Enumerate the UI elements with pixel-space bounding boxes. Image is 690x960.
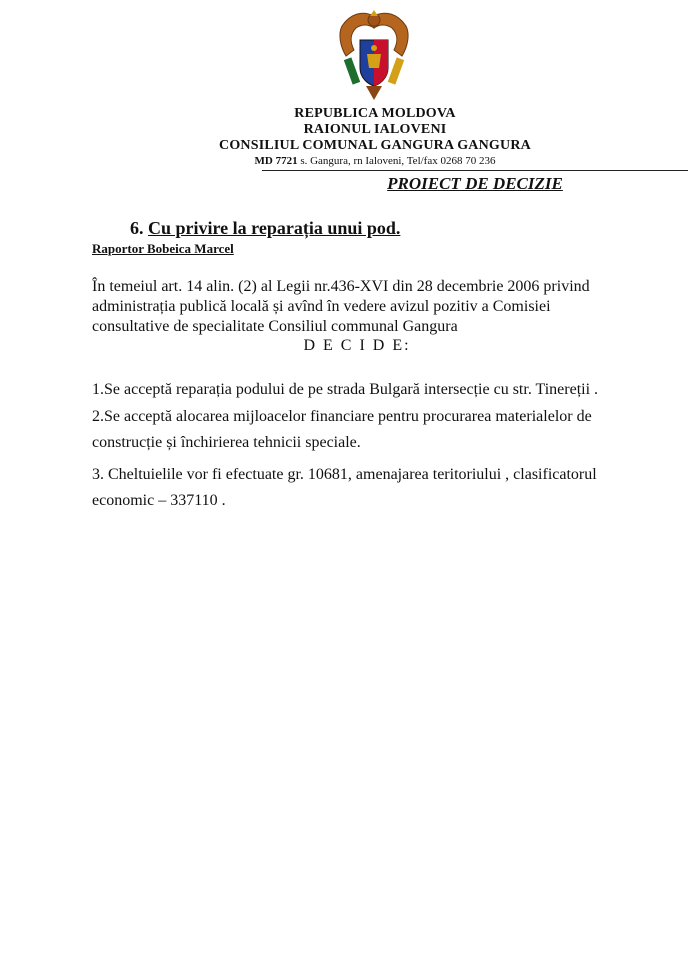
point-line: construcție și închirierea tehnicii speciale. xyxy=(92,434,361,451)
header-council: CONSILIUL COMUNAL GANGURA GANGURA xyxy=(219,138,531,153)
rapporteur: Raportor Bobeica Marcel xyxy=(92,241,234,256)
preamble-line: administrația publică locală și avînd în vedere avizul pozitiv a Comisiei xyxy=(92,298,551,315)
header-district: RAIONUL IALOVENI xyxy=(303,122,447,137)
address-details: s. Gangura, rn Ialoveni, Tel/fax 0268 70 236 xyxy=(297,155,496,167)
preamble-line: consultative de specialitate Consiliul communal Gangura xyxy=(92,318,458,335)
address-code: MD 7721 xyxy=(254,155,298,167)
item-subject: Cu privire la reparația unui pod. xyxy=(148,218,401,238)
coat-of-arms-icon xyxy=(332,6,416,102)
preamble-line: În temeiul art. 14 alin. (2) al Legii nr.436-XVI din 28 decembrie 2006 privind xyxy=(92,278,590,295)
item-title xyxy=(130,218,400,239)
decide-heading: D E C I D E: xyxy=(303,337,411,354)
header-address xyxy=(180,155,570,167)
point-line: 2.Se acceptă alocarea mijloacelor financiare pentru procurarea materialelor de xyxy=(92,408,592,425)
point-1 xyxy=(92,377,652,403)
page-title: PROIECT DE DECIZIE xyxy=(387,174,563,193)
header-divider xyxy=(262,170,688,171)
preamble xyxy=(92,277,652,337)
item-number: 6. xyxy=(130,218,148,238)
point-line: economic – 337110 . xyxy=(92,492,226,509)
point-line: 3. Cheltuielile vor fi efectuate gr. 10681, amenajarea teritoriului , clasificatorul xyxy=(92,466,597,483)
point-line: 1.Se acceptă reparația podului de pe strada Bulgară intersecție cu str. Tinereții . xyxy=(92,381,599,398)
point-2 xyxy=(92,404,652,456)
header-country: REPUBLICA MOLDOVA xyxy=(294,106,456,121)
point-3 xyxy=(92,462,652,514)
